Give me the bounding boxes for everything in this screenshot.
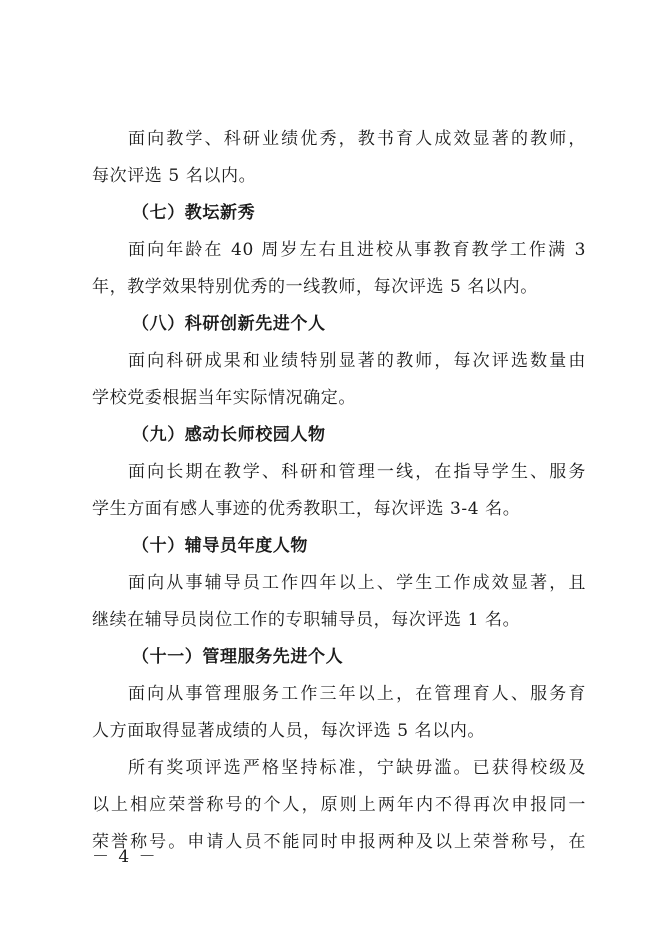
paragraph-line: 每次评选 5 名以内。 bbox=[92, 166, 257, 186]
page-number: － 4 － bbox=[92, 847, 158, 867]
paragraph-line: 继续在辅导员岗位工作的专职辅导员，每次评选 1 名。 bbox=[92, 610, 521, 630]
paragraph-line: 以上相应荣誉称号的个人，原则上两年内不得再次申报同一 bbox=[92, 795, 586, 815]
paragraph-line: 荣誉称号。申请人员不能同时申报两种及以上荣誉称号，在 bbox=[92, 832, 586, 852]
paragraph-line: 面向从事管理服务工作三年以上，在管理育人、服务育 bbox=[128, 684, 586, 704]
paragraph-line: 年，教学效果特别优秀的一线教师，每次评选 5 名以内。 bbox=[92, 277, 538, 297]
paragraph-line: 面向科研成果和业绩特别显著的教师，每次评选数量由 bbox=[128, 351, 586, 371]
section-heading: （八）科研创新先进个人 bbox=[132, 314, 326, 334]
paragraph-line: 学校党委根据当年实际情况确定。 bbox=[92, 388, 356, 408]
paragraph-line: 面向从事辅导员工作四年以上、学生工作成效显著，且 bbox=[128, 573, 586, 593]
section-heading: （十）辅导员年度人物 bbox=[132, 536, 308, 556]
section-heading: （七）教坛新秀 bbox=[132, 203, 256, 223]
paragraph-line: 面向长期在教学、科研和管理一线，在指导学生、服务 bbox=[128, 462, 586, 482]
paragraph-line: 所有奖项评选严格坚持标准，宁缺毋滥。已获得校级及 bbox=[128, 758, 586, 778]
paragraph-line: 学生方面有感人事迹的优秀教职工，每次评选 3-4 名。 bbox=[92, 499, 521, 519]
paragraph-line: 面向年龄在 40 周岁左右且进校从事教育教学工作满 3 bbox=[128, 240, 586, 260]
paragraph-line: 人方面取得显著成绩的人员，每次评选 5 名以内。 bbox=[92, 721, 486, 741]
section-heading: （九）感动长师校园人物 bbox=[132, 425, 326, 445]
section-heading: （十一）管理服务先进个人 bbox=[132, 647, 344, 667]
document-body bbox=[92, 121, 586, 861]
paragraph-line: 面向教学、科研业绩优秀，教书育人成效显著的教师， bbox=[128, 129, 586, 149]
